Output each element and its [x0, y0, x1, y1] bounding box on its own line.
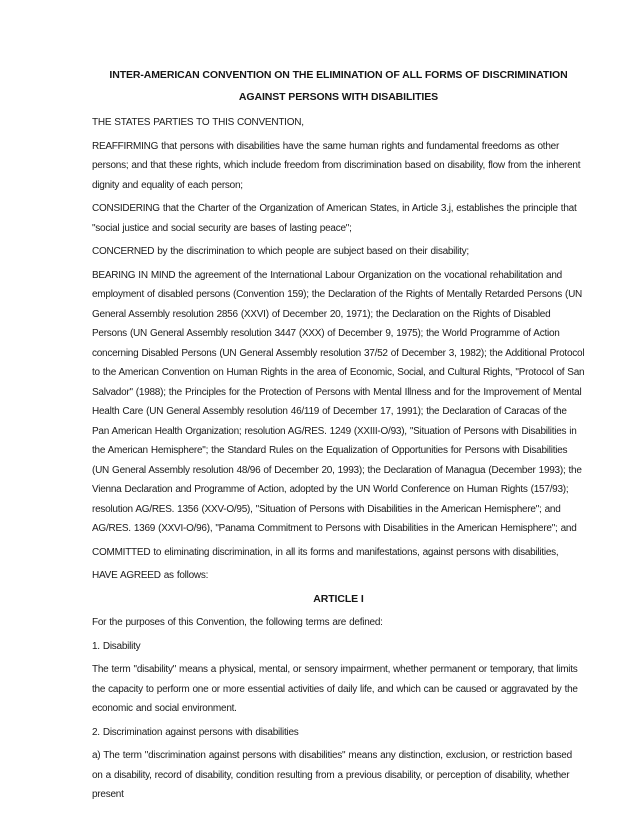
article-1-heading: ARTICLE I [313, 592, 364, 605]
paragraph-committed: COMMITTED to eliminating discrimination, in all its forms and manifestations, against persons with disabilities, [92, 546, 559, 558]
paragraph-term-1-disability: 1. Disability [92, 640, 141, 652]
paragraph-reaffirming: REAFFIRMING that persons with disabilities have the same human rights and fundamental freedoms as other persons; and that these rights, which include freedom from discrimination based on disability, flow from the inherent dignity and equality of each person; [92, 140, 581, 191]
paragraph-term-2-discrimination: 2. Discrimination against persons with disabilities [92, 726, 299, 738]
paragraph-article1-intro: For the purposes of this Convention, the following terms are defined: [92, 617, 383, 628]
document-title: INTER-AMERICAN CONVENTION ON THE ELIMINATION OF ALL FORMS OF DISCRIMINATION AGAINST PERSONS WITH DISABILITIES [109, 69, 568, 103]
paragraph-states-parties: THE STATES PARTIES TO THIS CONVENTION, [92, 117, 304, 128]
paragraph-have-agreed: HAVE AGREED as follows: [92, 570, 209, 581]
paragraph-discrimination-definition: a) The term "discrimination against persons with disabilities" means any distinction, exclusion, or restriction based on a disability, record of disability, condition resulting from a previous disability, or perception of disability, whether present [92, 750, 572, 800]
paragraph-disability-definition: The term "disability" means a physical, mental, or sensory impairment, whether permanent or temporary, that limits the capacity to perform one or more essential activities of daily life, and which can be caused or aggravated by the economic and social environment. [92, 664, 578, 714]
paragraph-concerned: CONCERNED by the discrimination to which people are subject based on their disability; [92, 246, 469, 257]
paragraph-bearing-in-mind: BEARING IN MIND the agreement of the International Labour Organization on the vocational rehabilitation and employment of disabled persons (Convention 159); the Declaration of the Rights of Mentally Retarded Persons (UN General Assembly resolution 2856 (XXVI) of December 20, 1971); the Declaration on the Rights of Disabled Persons (UN General Assembly resolution 3447 (XXX) of December 9, 1975); the World Programme of Action concerning Disabled Persons (UN General Assembly resolution 37/52 of December 3, 1982); the Additional Protocol to the American Convention on Human Rights in the area of Economic, Social, and Cultural Rights, "Protocol of San Salvador" (1988); the Principles for the Protection of Persons with Mental Illness and for the Improvement of Mental Health Care (UN General Assembly resolution 46/119 of December 17, 1991); the Declaration of Caracas of the Pan American Health Organization; resolution AG/RES. 1249 (XXIII-O/93), "Situation of Persons with Disabilities in the American Hemisphere"; the Standard Rules on the Equalization of Opportunities for Persons with Disabilities (UN General Assembly resolution 48/96 of December 20, 1993); the Declaration of Managua (December 1993); the Vienna Declaration and Programme of Action, adopted by the UN World Conference on Human Rights (157/93); resolution AG/RES. 1356 (XXV-O/95), "Situation of Persons with Disabilities in the American Hemisphere"; and AG/RES. 1369 (XXVI-O/96), "Panama Commitment to Persons with Disabilities in the American Hemisphere"; and [92, 269, 585, 534]
paragraph-considering: CONSIDERING that the Charter of the Organization of American States, in Article 3.j, establishes the principle that "social justice and social security are bases of lasting peace"; [92, 203, 577, 234]
